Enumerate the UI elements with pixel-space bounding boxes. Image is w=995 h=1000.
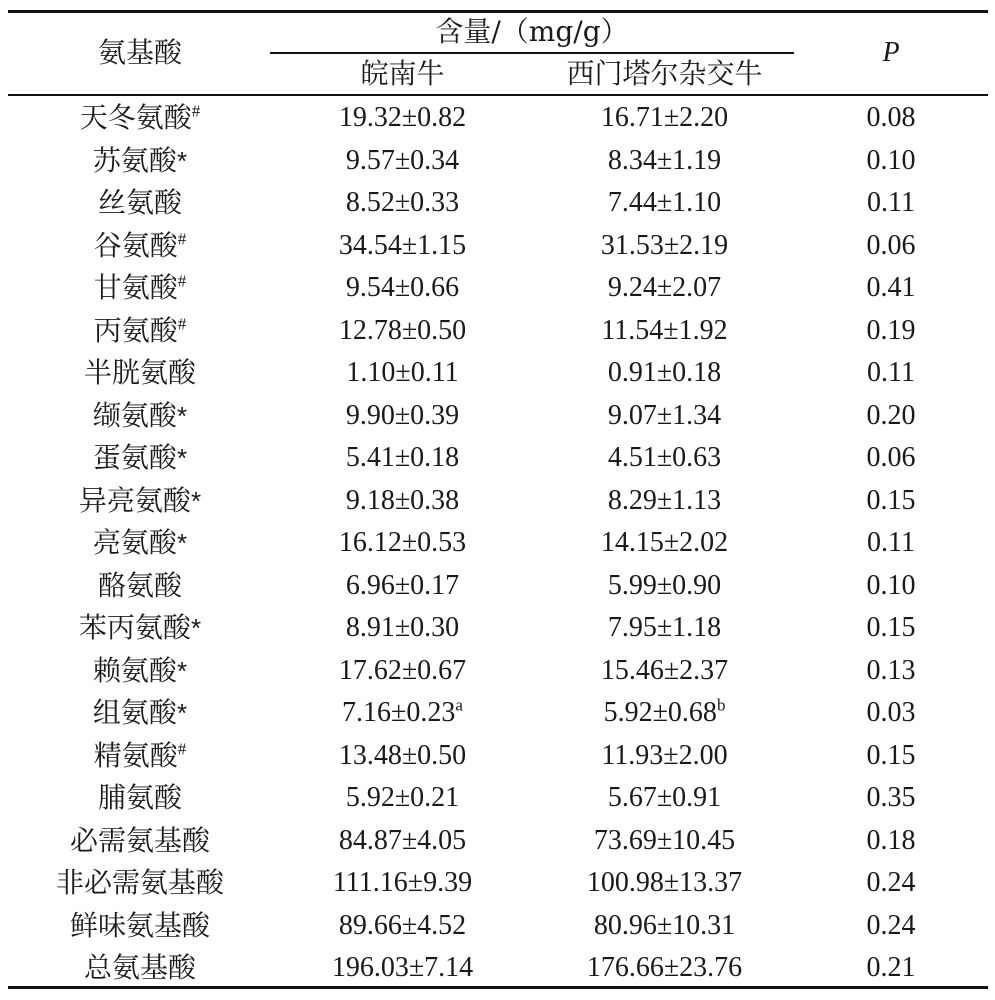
value-simmental-cell [535,905,794,948]
value-simmental-cell [535,225,794,268]
content-value: 13.48±0.50 [338,739,467,771]
value-wannan-cell [270,140,535,183]
value-simmental-cell [535,777,794,820]
value-simmental-cell [535,310,794,353]
value-wannan-cell [270,735,535,778]
table-row [0,692,995,735]
value-simmental-cell [535,97,794,140]
value-simmental-cell [535,522,794,565]
table-row [0,140,995,183]
p-value: 0.21 [866,952,916,983]
p-value: 0.06 [866,442,916,473]
p-value: 0.35 [866,782,916,813]
amino-acid-name-cell [0,692,280,735]
amino-acid-mark: # [177,229,187,249]
value-simmental-cell [535,692,794,735]
amino-acid-mark: * [190,485,202,516]
content-value: 8.91±0.30 [345,612,460,643]
p-value: 0.41 [866,272,916,303]
p-value: 0.10 [866,144,916,176]
value-simmental-cell [535,480,794,523]
content-value: 11.93±2.00 [601,739,728,771]
header-amino-acid: 氨基酸 [97,36,182,69]
p-value: 0.15 [866,739,916,771]
amino-acid-name-cell [0,820,280,863]
value-simmental-cell [535,267,794,310]
value-wannan-cell [270,607,535,650]
content-value: 9.07±1.34 [607,399,722,431]
content-value: 4.51±0.63 [607,442,722,473]
content-value: 8.29±1.13 [607,484,722,516]
value-wannan-cell [270,947,535,990]
value-simmental-cell [535,607,794,650]
table-body [0,97,995,990]
amino-acid-name-cell [0,565,280,608]
amino-acid-name: 亮氨酸 [92,526,177,559]
amino-acid-name: 精氨酸 [93,738,178,772]
content-value: 9.57±0.34 [345,144,460,176]
table-row [0,905,995,948]
content-value: 17.62±0.67 [338,654,467,686]
amino-acid-mark: * [176,698,188,728]
amino-acid-name-cell [0,905,280,948]
content-value: 5.67±0.91 [607,782,722,813]
content-value: 9.24±2.07 [607,272,722,303]
p-value: 0.11 [867,527,915,558]
header-sub-rule [270,52,794,54]
value-simmental-cell [535,735,794,778]
p-value: 0.24 [866,909,916,941]
p-value: 0.19 [866,314,916,346]
value-wannan-cell [270,97,535,140]
value-wannan-cell [270,352,535,395]
value-wannan-cell [270,862,535,905]
value-simmental-cell [535,352,794,395]
amino-acid-name-cell [0,225,280,268]
amino-acid-name-cell [0,352,280,395]
content-value: 5.92±0.68 [603,697,717,728]
amino-acid-name: 非必需氨基酸 [55,866,224,899]
p-value: 0.11 [867,357,915,388]
content-value: 1.10±0.11 [346,357,459,388]
p-value: 0.15 [866,612,916,643]
table-row [0,777,995,820]
table-row [0,650,995,693]
amino-acid-name: 赖氨酸 [92,653,177,687]
content-value: 100.98±13.37 [586,867,743,898]
amino-acid-mark: * [176,528,188,558]
amino-acid-mark: * [176,400,188,431]
amino-acid-name: 半胱氨酸 [83,356,196,389]
table-row [0,565,995,608]
header-group1: 皖南牛 [360,57,445,90]
amino-acid-name-cell [0,310,280,353]
amino-acid-name-cell [0,480,280,523]
value-wannan-cell [270,310,535,353]
amino-acid-name: 组氨酸 [92,696,177,729]
content-value: 176.66±23.76 [586,952,743,983]
amino-acid-name: 天冬氨酸 [79,101,192,134]
p-value: 0.13 [866,654,916,686]
amino-acid-name-cell [0,650,280,693]
table-row [0,820,995,863]
content-value: 111.16±9.39 [332,867,473,898]
value-wannan-cell [270,777,535,820]
amino-acid-name-cell [0,947,280,990]
p-value: 0.18 [866,824,916,856]
amino-acid-name: 谷氨酸 [93,228,178,262]
amino-acid-name-cell [0,182,280,225]
content-value: 0.91±0.18 [607,357,722,388]
p-value: 0.10 [866,569,916,601]
header-group2: 西门塔尔杂交牛 [566,57,763,90]
amino-acid-name: 甘氨酸 [93,271,178,304]
amino-acid-name-cell [0,140,280,183]
amino-acid-name: 蛋氨酸 [92,441,177,474]
content-value: 12.78±0.50 [338,314,467,346]
value-simmental-cell [535,947,794,990]
amino-acid-name: 缬氨酸 [92,398,177,432]
p-value: 0.20 [866,399,916,431]
content-value: 11.54±1.92 [601,314,728,346]
content-value: 8.52±0.33 [345,187,460,218]
content-value: 80.96±10.31 [593,909,736,941]
value-simmental-cell [535,395,794,438]
content-value: 73.69±10.45 [593,824,736,856]
table-row [0,97,995,140]
table-row [0,735,995,778]
content-value: 34.54±1.15 [338,229,467,261]
amino-acid-name: 脯氨酸 [97,781,182,814]
content-value: 8.34±1.19 [607,144,722,176]
value-wannan-cell [270,692,535,735]
content-value: 9.90±0.39 [345,399,460,431]
value-simmental-cell [535,437,794,480]
value-wannan-cell [270,905,535,948]
value-simmental-cell [535,820,794,863]
header-p: P [882,37,900,68]
significance-superscript: a [455,695,463,715]
value-wannan-cell [270,225,535,268]
significance-superscript: b [716,695,726,715]
table-row [0,947,995,990]
amino-acid-name-cell [0,607,280,650]
amino-acid-name-cell [0,522,280,565]
p-value: 0.15 [866,484,916,516]
content-value: 5.92±0.21 [345,782,460,813]
amino-acid-mark: * [176,655,188,686]
p-value: 0.24 [866,867,916,898]
value-simmental-cell [535,182,794,225]
amino-acid-name: 酪氨酸 [97,568,182,602]
amino-acid-name: 苯丙氨酸 [78,611,191,644]
value-wannan-cell [270,480,535,523]
amino-acid-name: 苏氨酸 [92,143,177,177]
p-value: 0.06 [866,229,916,261]
table-row [0,267,995,310]
amino-acid-name-cell [0,97,280,140]
content-value: 7.16±0.23 [342,697,456,728]
content-value: 6.96±0.17 [345,569,460,601]
content-value: 7.44±1.10 [607,187,722,218]
amino-acid-mark: * [176,443,188,473]
amino-acid-name: 总氨基酸 [83,951,196,984]
content-value: 31.53±2.19 [600,229,729,261]
content-value: 5.41±0.18 [345,442,460,473]
table-row [0,522,995,565]
content-value: 7.95±1.18 [607,612,722,643]
content-value: 16.12±0.53 [338,527,467,558]
value-wannan-cell [270,820,535,863]
p-value: 0.03 [866,697,916,728]
amino-acid-name-cell [0,777,280,820]
table-row [0,395,995,438]
p-value: 0.08 [866,102,916,133]
amino-acid-name: 异亮氨酸 [78,483,191,517]
amino-acid-mark: # [191,101,201,121]
table-row [0,862,995,905]
value-wannan-cell [270,182,535,225]
content-value: 9.54±0.66 [345,272,460,303]
amino-acid-name-cell [0,735,280,778]
table-row [0,310,995,353]
content-value: 15.46±2.37 [600,654,729,686]
amino-acid-name-cell [0,437,280,480]
table-row [0,225,995,268]
amino-acid-name: 丙氨酸 [93,313,178,347]
content-value: 5.99±0.90 [607,569,722,601]
amino-acid-name: 鲜味氨基酸 [69,908,210,942]
content-value: 19.32±0.82 [338,102,467,133]
amino-acid-name-cell [0,267,280,310]
value-wannan-cell [270,267,535,310]
table-row [0,480,995,523]
table-bottom-rule [8,986,988,989]
value-wannan-cell [270,395,535,438]
content-value: 14.15±2.02 [600,527,729,558]
value-wannan-cell [270,650,535,693]
value-simmental-cell [535,140,794,183]
content-value: 9.18±0.38 [345,484,460,516]
content-value: 89.66±4.52 [338,909,467,941]
table-row [0,437,995,480]
amino-acid-mark: # [177,314,187,334]
table-header-rule [8,94,988,96]
p-value: 0.11 [867,187,915,218]
amino-acid-name: 必需氨基酸 [69,823,210,857]
amino-acid-name: 丝氨酸 [97,186,182,219]
amino-acid-name-cell [0,862,280,905]
amino-acid-mark: * [190,613,202,643]
value-simmental-cell [535,862,794,905]
value-wannan-cell [270,437,535,480]
header-content: 含量/（mg/g） [435,15,629,48]
amino-acid-mark: # [177,271,187,291]
table-top-rule [8,10,988,13]
amino-acid-mark: * [176,145,188,176]
content-value: 16.71±2.20 [600,102,729,133]
value-simmental-cell [535,565,794,608]
amino-acid-name-cell [0,395,280,438]
content-value: 196.03±7.14 [331,952,474,983]
amino-acid-mark: # [177,739,187,759]
value-wannan-cell [270,522,535,565]
table-row [0,607,995,650]
content-value: 84.87±4.05 [338,824,467,856]
table-row [0,352,995,395]
value-simmental-cell [535,650,794,693]
value-wannan-cell [270,565,535,608]
table-row [0,182,995,225]
